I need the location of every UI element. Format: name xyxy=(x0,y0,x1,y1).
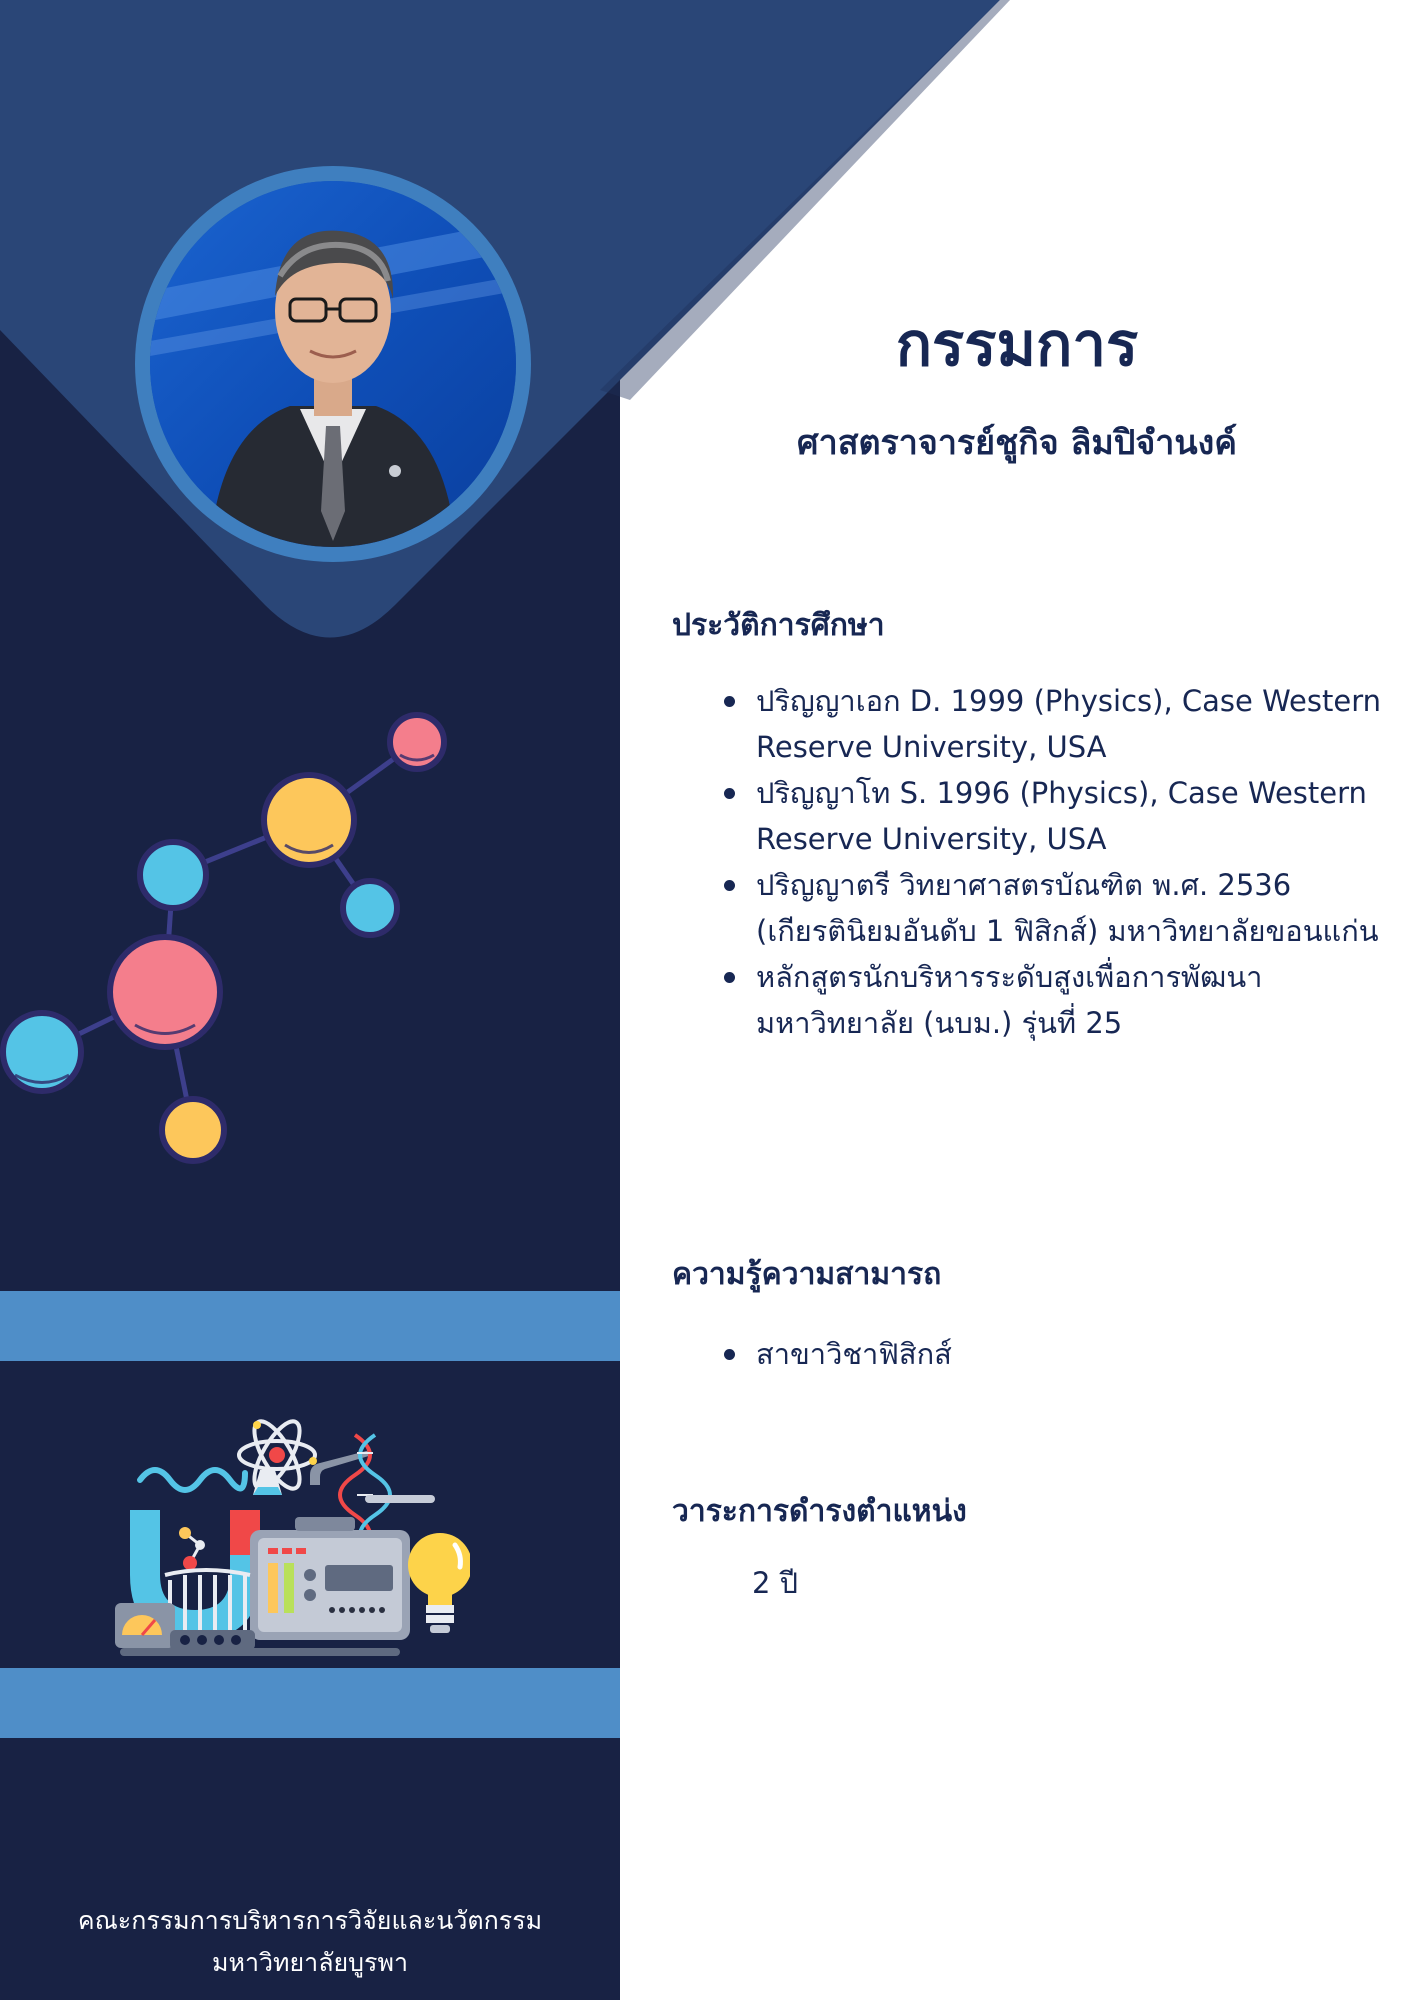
education-item: ปริญญาโท S. 1996 (Physics), Case Western Reserve University, USA xyxy=(724,770,1384,862)
expertise-list xyxy=(724,1331,1364,1377)
person-portrait-icon xyxy=(150,181,516,547)
footer xyxy=(0,1900,620,1984)
education-item: ปริญญาตรี วิทยาศาสตรบัณฑิต พ.ศ. 2536 (เกียรตินิยมอันดับ 1 ฟิสิกส์) มหาวิทยาลัยขอนแก่น xyxy=(724,862,1384,954)
page-title: กรรมการ xyxy=(895,310,1139,380)
footer-line-2: มหาวิทยาลัยบูรพา xyxy=(212,1948,408,1977)
expertise-heading: ความรู้ความสามารถ xyxy=(672,1257,942,1292)
footer-line-1: คณะกรรมการบริหารการวิจัยและนวัตกรรม xyxy=(77,1906,543,1935)
accent-band-bottom xyxy=(0,1668,620,1738)
science-lab-illustration xyxy=(110,1405,470,1665)
education-item: หลักสูตรนักบริหารระดับสูงเพื่อการพัฒนามหาวิทยาลัย (นบม.) รุ่นที่ 25 xyxy=(724,954,1384,1046)
education-list xyxy=(724,678,1384,1046)
profile-photo xyxy=(150,181,516,547)
term-heading: วาระการดำรงตำแหน่ง xyxy=(672,1494,967,1529)
profile-photo-frame xyxy=(135,166,531,562)
education-heading: ประวัติการศึกษา xyxy=(672,608,885,643)
molecule-illustration xyxy=(0,670,460,1190)
person-name: ศาสตราจารย์ชูกิจ ลิมปิจำนงค์ xyxy=(797,423,1237,463)
term-value: 2 ปี xyxy=(752,1566,799,1600)
expertise-item: สาขาวิชาฟิสิกส์ xyxy=(724,1331,1364,1377)
education-item: ปริญญาเอก D. 1999 (Physics), Case Western Reserve University, USA xyxy=(724,678,1384,770)
accent-band-top xyxy=(0,1291,620,1361)
